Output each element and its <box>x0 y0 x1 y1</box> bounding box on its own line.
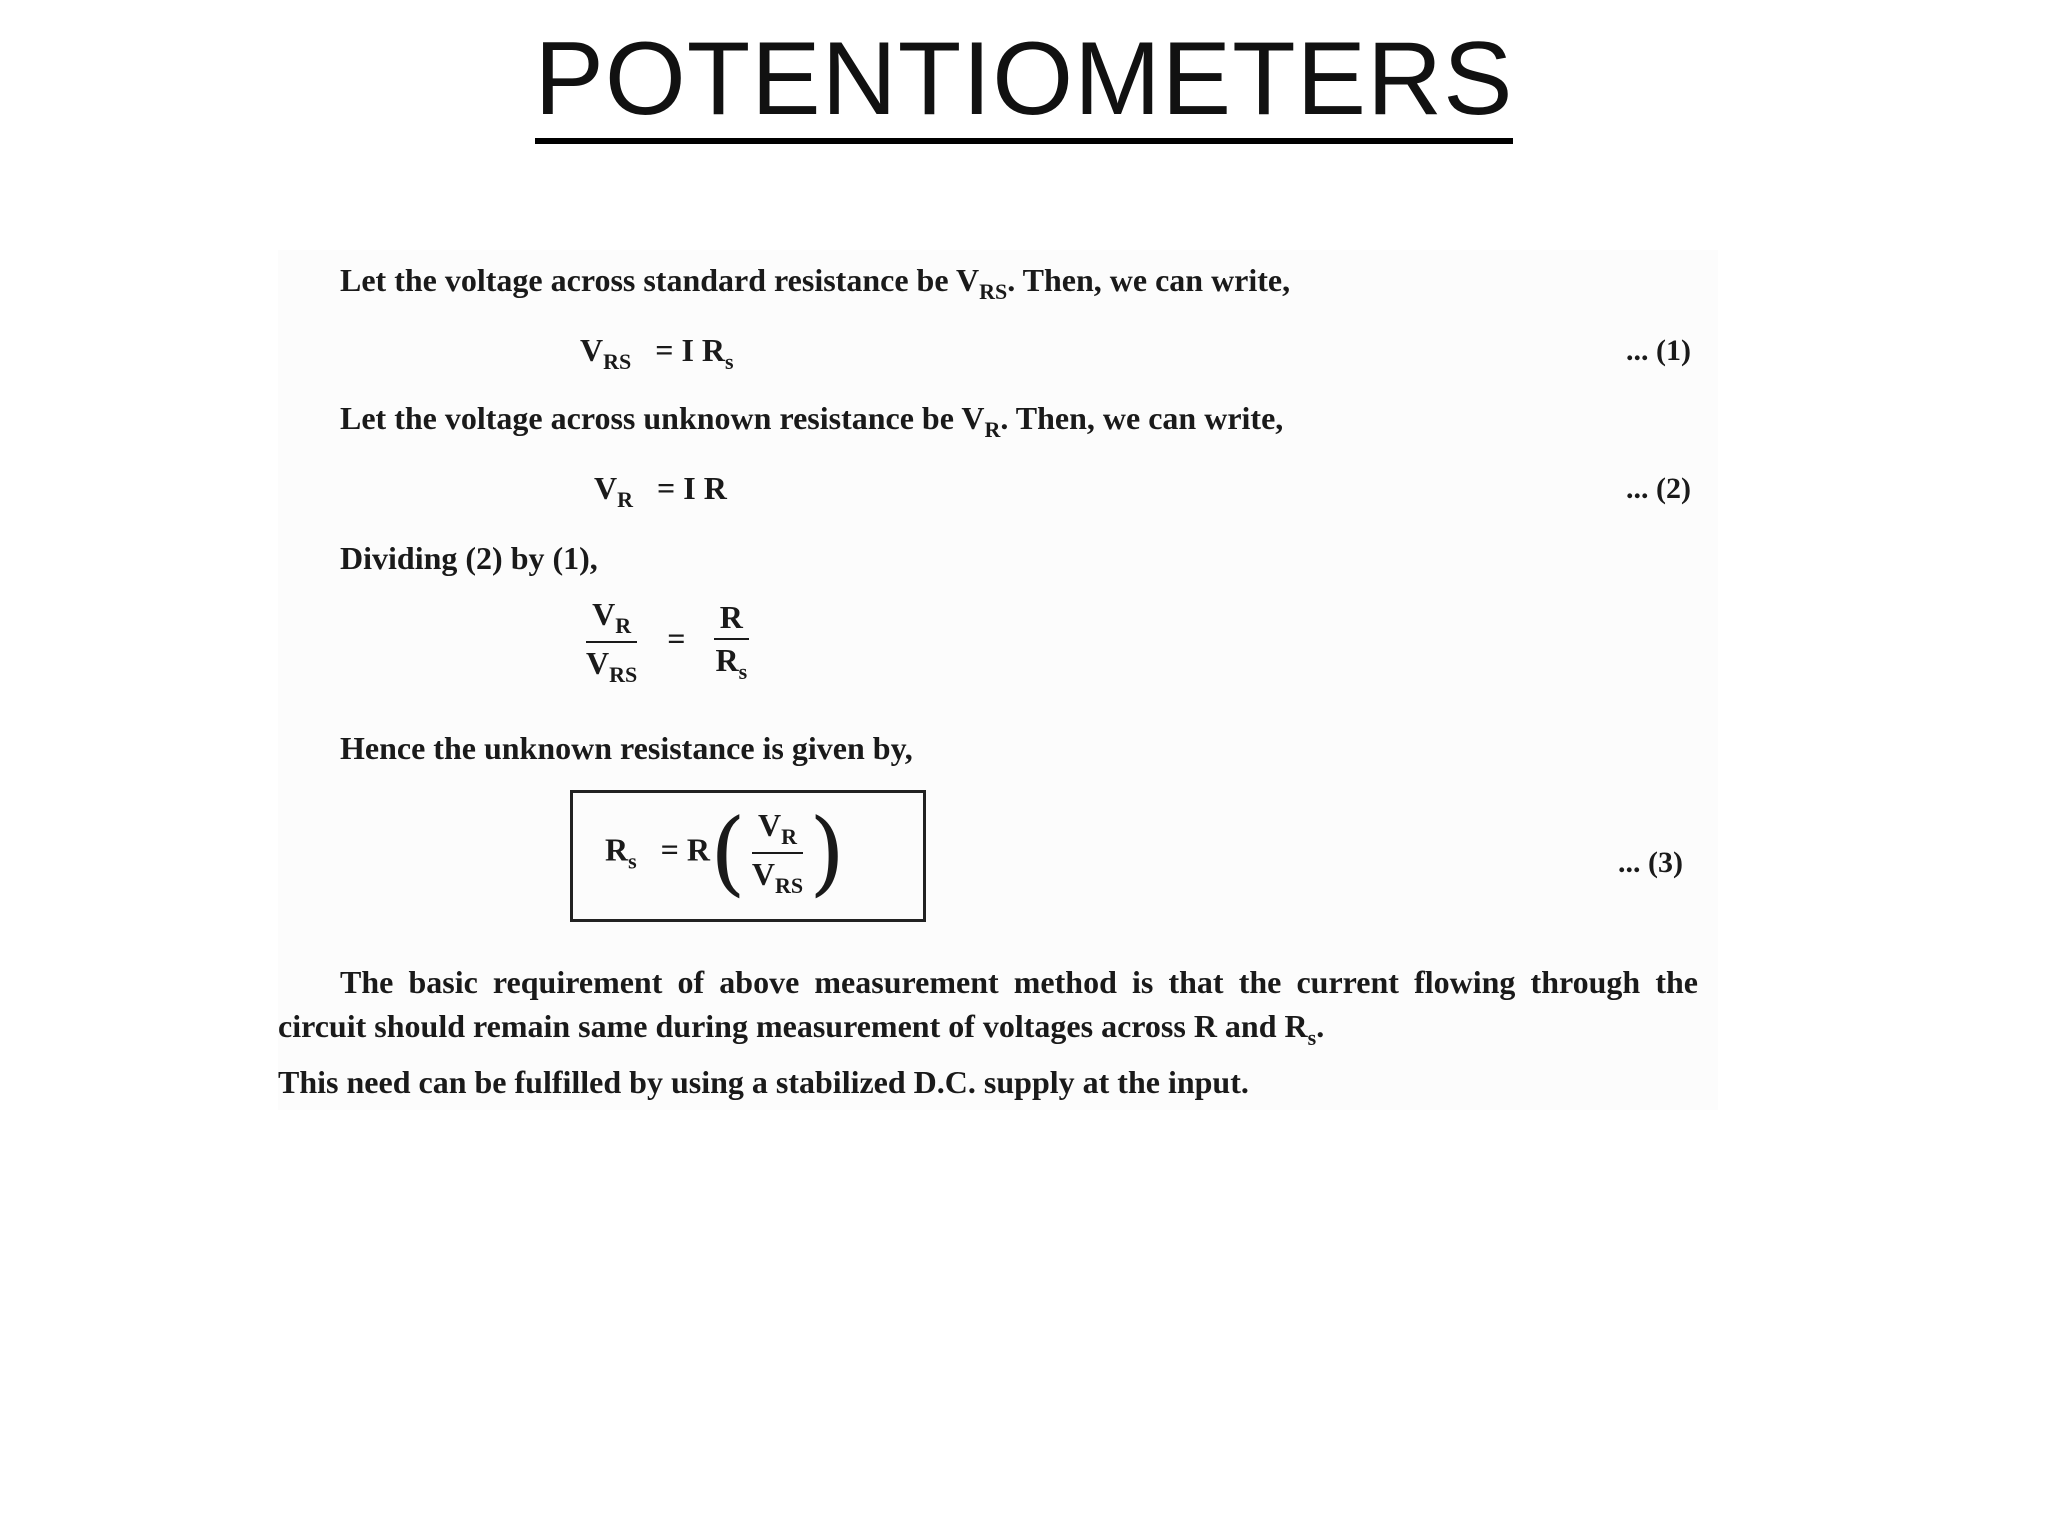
equation-2: $V_R$ = I R <box>594 470 727 512</box>
equation-3-number: ... (3) <box>1618 846 1683 879</box>
dividing-line: Dividing (2) by (1), <box>340 540 598 576</box>
scanned-text-image <box>278 250 1718 1110</box>
result-equation: $R_s$ = R( $\frac{V_R}{V_{RS}}$ ) <box>605 799 846 906</box>
hence-line: Hence the unknown resistance is given by, <box>340 730 913 766</box>
result-fraction: $\frac{V_R}{V_{RS}}$ <box>751 807 804 898</box>
slide-title <box>0 22 2048 144</box>
voltage-ratio-fraction: $\frac{V_R}{V_{RS}}$ <box>586 596 638 687</box>
requirement-paragraph <box>278 960 1698 1104</box>
equation-1: $V_{RS}$ = I $R_s$ <box>580 332 734 374</box>
slide-title-text: POTENTIOMETERS <box>535 22 1514 144</box>
equation-1-number: ... (1) <box>1626 334 1691 367</box>
stabilized-supply-sentence: This need can be fulfilled by using a stabilized D.C. supply at the input. <box>278 1064 1249 1100</box>
boxed-result-equation <box>570 790 926 922</box>
equation-2-number: ... (2) <box>1626 472 1691 505</box>
ratio-equation: $\frac{V_R}{V_{RS}}$ = $\frac{R}{R_s}$ <box>580 596 753 688</box>
intro-line-unknown: Let the voltage across unknown resistance be $V_R$. Then, we can write, <box>340 400 1284 442</box>
intro-line-standard: Let the voltage across standard resistance be $V_{RS}$. Then, we can write, <box>340 262 1291 304</box>
requirement-sentence: The basic requirement of above measurement method is that the current flowing through the circuit should remain same during measurement of voltages across R and $R_s$. <box>278 964 1698 1050</box>
resistance-ratio-fraction: $\frac{R}{R_s}$ <box>715 599 748 684</box>
